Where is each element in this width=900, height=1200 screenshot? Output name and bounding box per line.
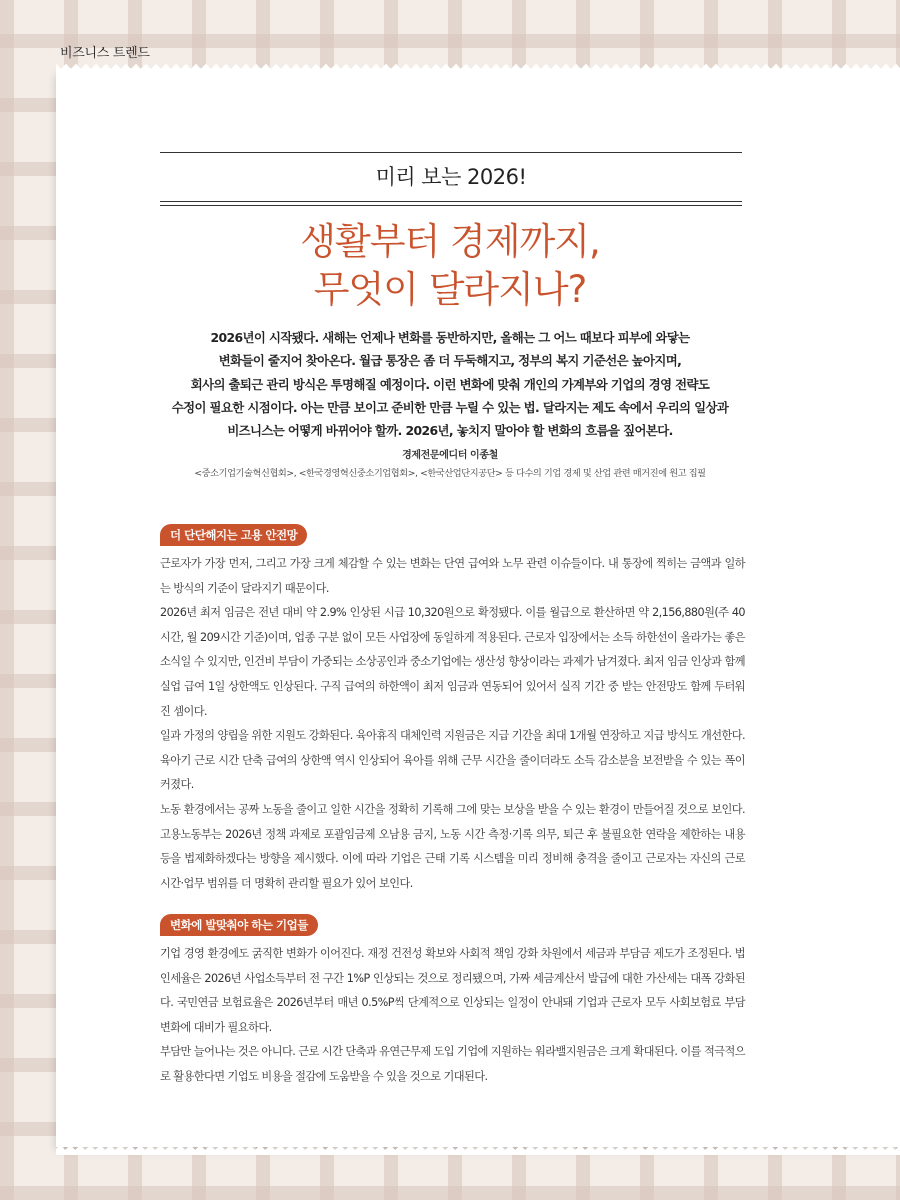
lead-line: 2026년이 시작됐다. 새해는 언제나 변화를 동반하지만, 올해는 그 어느 때보다 피부에 와닿는: [210, 330, 690, 345]
section-tag-business: 변화에 발맞춰야 하는 기업들: [160, 914, 318, 936]
headline-line-1: 생활부터 경제까지,: [300, 220, 600, 263]
headline: [100, 218, 800, 314]
lead-paragraph: [130, 326, 770, 442]
body-paragraph: 일과 가정의 양립을 위한 지원도 강화된다. 육아휴직 대체인력 지원금은 지급 기간을 최대 1개월 연장하고 지급 방식도 개선한다. 육아기 근로 시간 단축 급여의 상한액 역시 인상되어 육아를 위해 근무 시간을 줄이더라도 소득 감소분을 보전받을 수 있는 폭이 커졌다.: [160, 729, 745, 792]
body-paragraph: 부담만 늘어나는 것은 아니다. 근로 시간 단축과 유연근무제 도입 기업에 지원하는 워라밸지원금은 크게 확대된다. 이를 적극적으로 활용한다면 기업도 비용을 절감에 도움받을 수 있을 것으로 기대된다.: [160, 1045, 745, 1083]
body-paragraph: 근로자가 가장 먼저, 그리고 가장 크게 체감할 수 있는 변화는 단연 급여와 노무 관련 이슈들이다. 내 통장에 찍히는 금액과 일하는 방식의 기준이 달라지기 때문이다.: [160, 557, 745, 595]
section-body-employment: [160, 552, 745, 896]
lead-line: 변화들이 줄지어 찾아온다. 월급 통장은 좀 더 두둑해지고, 정부의 복지 기준선은 높아지며,: [218, 353, 682, 369]
kicker: 미리 보는 2026!: [375, 165, 527, 189]
byline-author: 경제전문에디터 이종철: [402, 450, 498, 461]
section-label: 비즈니스 트렌드: [60, 46, 150, 61]
lead-line: 비즈니스는 어떻게 바뀌어야 할까. 2026년, 놓치지 말아야 할 변화의 흐름을 짚어본다.: [227, 423, 673, 439]
headline-line-2: 무엇이 달라지나?: [313, 268, 587, 311]
body-paragraph: 노동 환경에서는 공짜 노동을 줄이고 일한 시간을 정확히 기록해 그에 맞는 보상을 받을 수 있는 환경이 만들어질 것으로 보인다. 고용노동부는 2026년 정책 과제로 포괄임금제 오남용 금지, 노동 시간 측정·기록 의무, 퇴근 후 불필요한 연락을 제한하는 내용 등을 법제화하겠다는 방향을 제시했다. 이에 따라 기업은 근태 기록 시스템을 미리 정비해 충격을 줄이고 근로자는 자신의 근로 시간·업무 범위를 더 명확히 관리할 필요가 있어 보인다.: [160, 802, 745, 890]
byline-description: <중소기업기술혁신협회>, <한국경영혁신중소기업협회>, <한국산업단지공단> 등 다수의 기업 경제 및 산업 관련 매거진에 원고 집필: [194, 468, 706, 479]
body-paragraph: 2026년 최저 임금은 전년 대비 약 2.9% 인상된 시급 10,320원으로 확정됐다. 이를 월급으로 환산하면 약 2,156,880원(주 40시간, 월 209시간 기준)이며, 업종 구분 없이 모든 사업장에 동일하게 적용된다. 근로자 입장에서는 소득 하한선이 올라가는 좋은 소식일 수 있지만, 인건비 부담이 가중되는 소상공인과 중소기업에는 생산성 향상이라는 과제가 남겨졌다. 최저 임금 인상과 함께 실업 급여 1일 상한액도 인상된다. 구직 급여의 하한액이 최저 임금과 연동되어 있어서 실직 기간 중 받는 안전망도 함께 두터워진 셈이다.: [160, 606, 745, 718]
body-paragraph: 기업 경영 환경에도 굵직한 변화가 이어진다. 재정 건전성 확보와 사회적 책임 강화 차원에서 세금과 부담금 제도가 조정된다. 법인세율은 2026년 사업소득부터 전 구간 1%P 인상되는 것으로 정리됐으며, 가짜 세금계산서 발급에 대한 가산세는 대폭 강화된다. 국민연금 보험료율은 2026년부터 매년 0.5%P씩 단계적으로 인상되는 일정이 안내돼 기업과 근로자 모두 사회보험료 부담 변화에 대비가 필요하다.: [160, 947, 745, 1034]
lead-line: 회사의 출퇴근 관리 방식은 투명해질 예정이다. 이런 변화에 맞춰 개인의 가계부와 기업의 경영 전략도: [190, 376, 710, 392]
paper-torn-edge-bottom: [56, 1145, 900, 1155]
section-tag-employment: 더 단단해지는 고용 안전망: [160, 524, 307, 546]
kicker-box: [160, 152, 742, 202]
paper-torn-edge-top: [56, 64, 900, 74]
section-body-business: [160, 942, 745, 1090]
lead-line: 수정이 필요한 시점이다. 아는 만큼 보이고 준비한 만큼 누릴 수 있는 법. 달라지는 제도 속에서 우리의 일상과: [171, 399, 729, 415]
